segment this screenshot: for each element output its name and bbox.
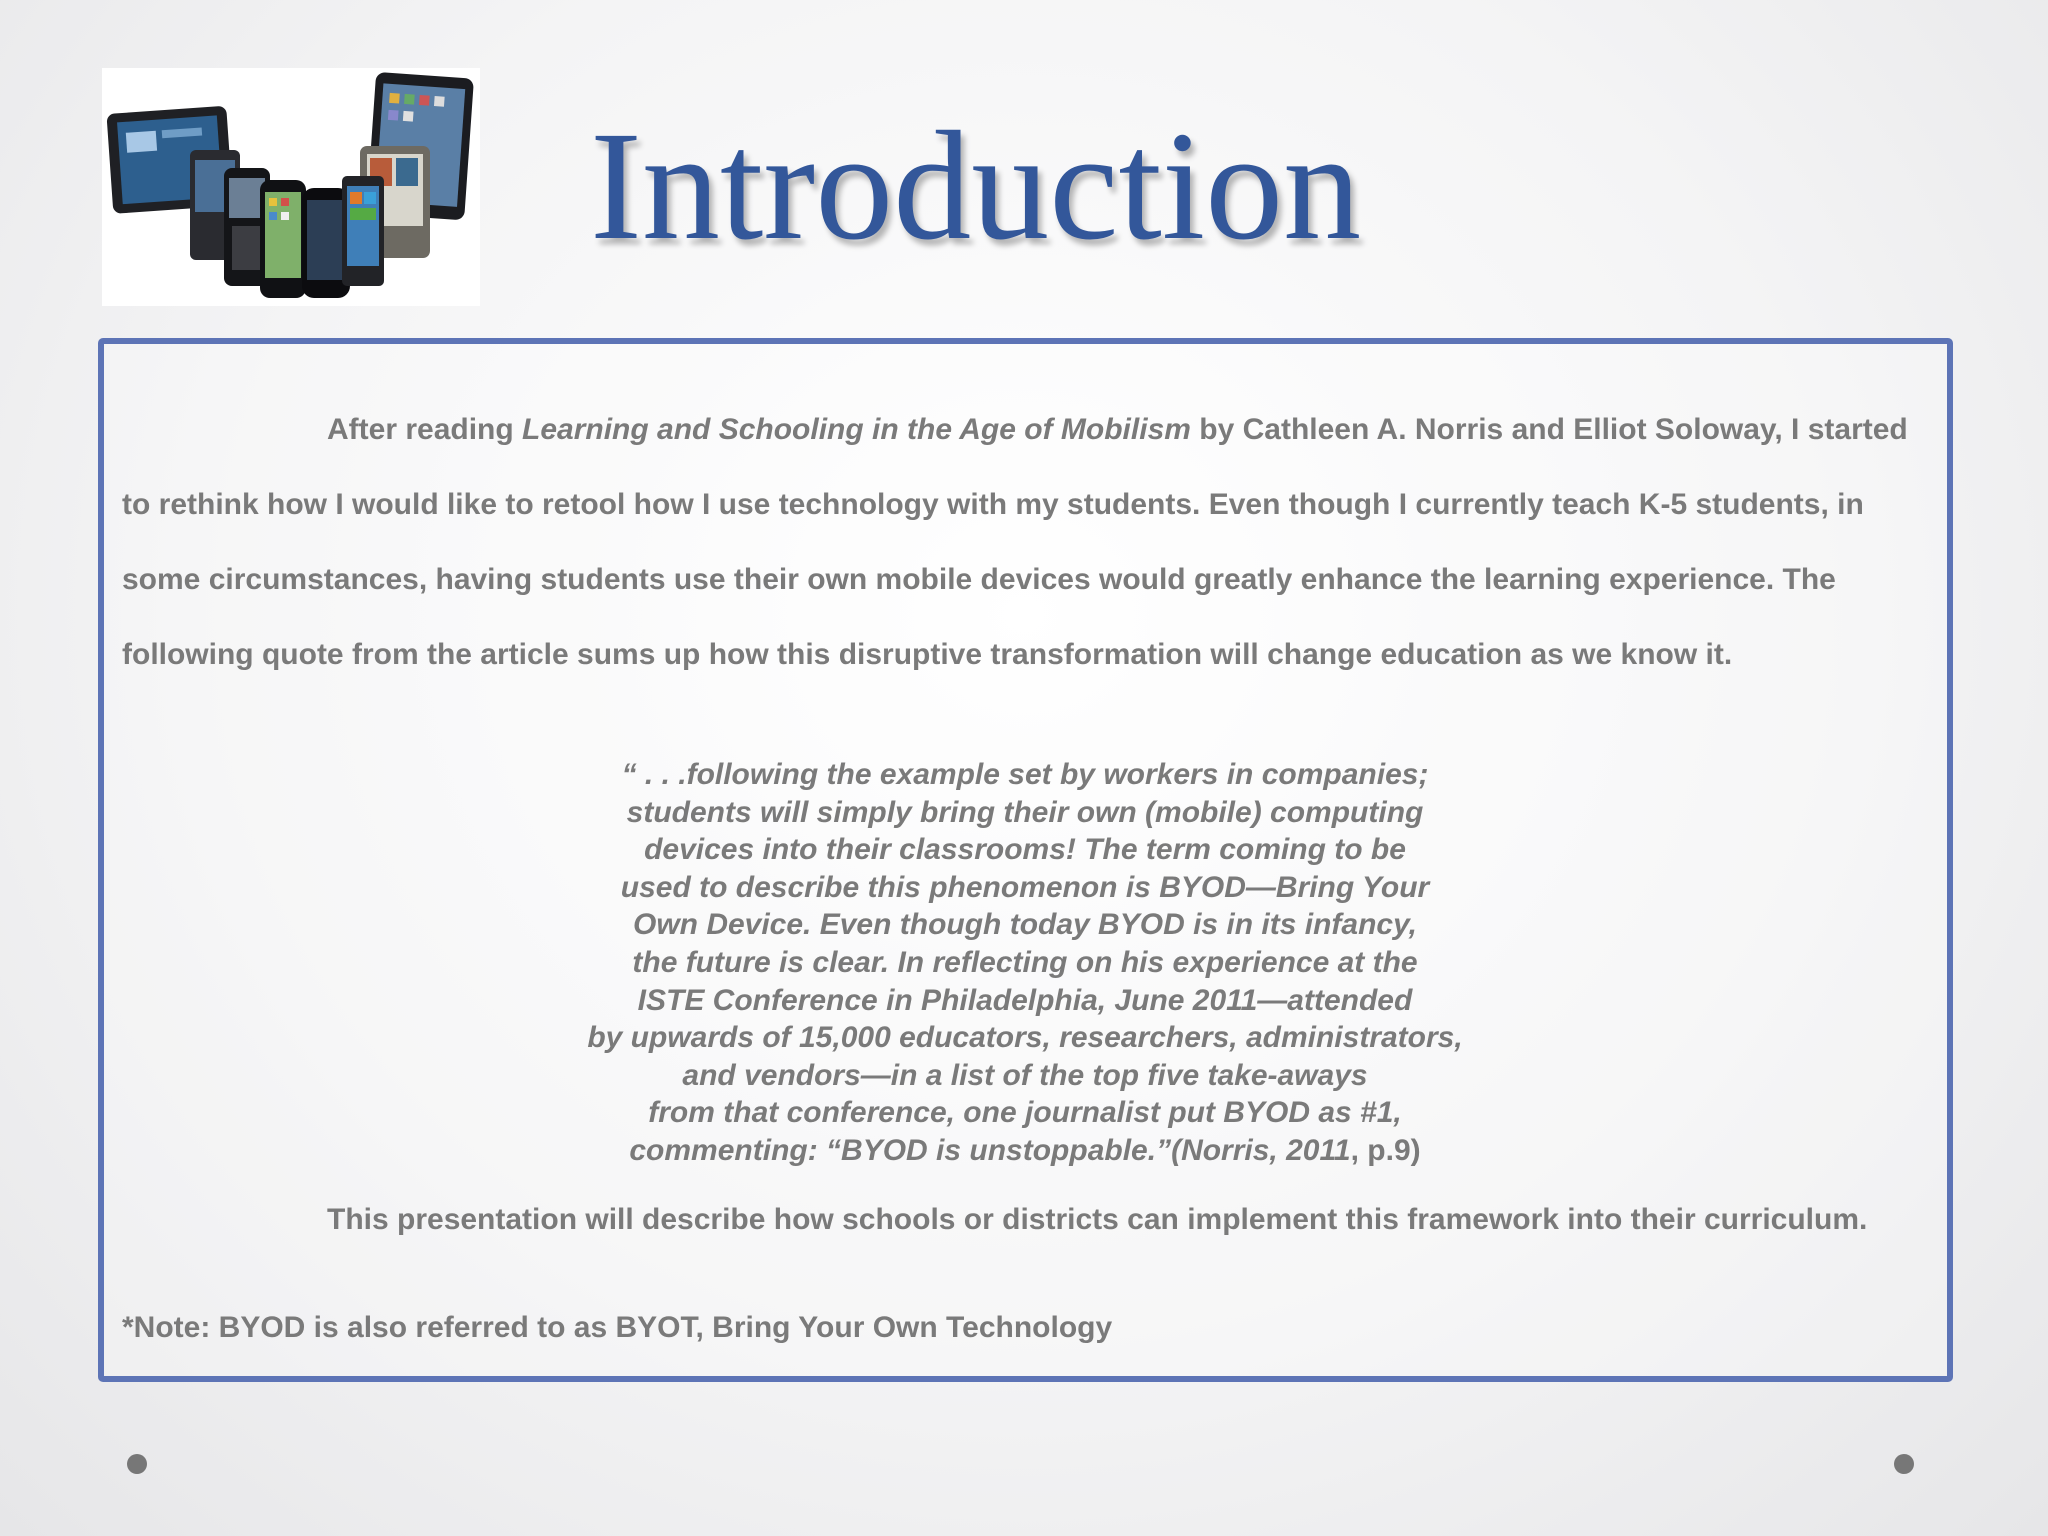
quote-line: ISTE Conference in Philadelphia, June 2011—attended: [637, 983, 1413, 1017]
quote-line: Own Device. Even though today BYOD is in its infancy,: [632, 908, 1418, 942]
slide-title: Introduction: [590, 99, 1362, 272]
quote-citation-page: , p.9): [1350, 1133, 1421, 1167]
byot-note: *Note: BYOD is also referred to as BYOT, Bring Your Own Technology: [122, 1311, 1113, 1344]
intro-paragraph: [122, 392, 1922, 692]
quote-line: the future is clear. In reflecting on his experience at the: [632, 945, 1418, 979]
quote-last-line-italic: commenting: “BYOD is unstoppable.”(Norris, 2011: [629, 1133, 1351, 1167]
quote-line: devices into their classrooms! The term coming to be: [644, 833, 1406, 867]
closing-paragraph: This presentation will describe how schools or districts can implement this framework into their curriculum.: [327, 1203, 1868, 1236]
intro-after-title: by Cathleen A. Norris and Elliot Soloway, I started to rethink how I would like to retool how I use technology with my students. Even though I currently teach K-5 students, in some circumstances, having students use their own mobile devices would greatly enhance the learning experience. The following quote from the article sums up how this disruptive transformation will change education as we know it.: [122, 413, 1908, 671]
quote-line: students will simply bring their own (mobile) computing: [626, 795, 1424, 829]
quote-line: used to describe this phenomenon is BYOD—Bring Your: [620, 870, 1430, 904]
quote-line: by upwards of 15,000 educators, researchers, administrators,: [587, 1021, 1463, 1055]
decorative-dot-left: [127, 1454, 147, 1474]
book-title: Learning and Schooling in the Age of Mobilism: [522, 413, 1191, 446]
article-quote: [400, 756, 1650, 1170]
decorative-dot-right: [1894, 1454, 1914, 1474]
intro-before-title: After reading: [327, 413, 523, 446]
mobile-devices-collage-icon: [102, 68, 480, 306]
quote-line: from that conference, one journalist put BYOD as #1,: [648, 1096, 1402, 1130]
quote-line: and vendors—in a list of the top five take-aways: [682, 1058, 1368, 1092]
quote-line: “ . . .following the example set by workers in companies;: [621, 758, 1429, 791]
